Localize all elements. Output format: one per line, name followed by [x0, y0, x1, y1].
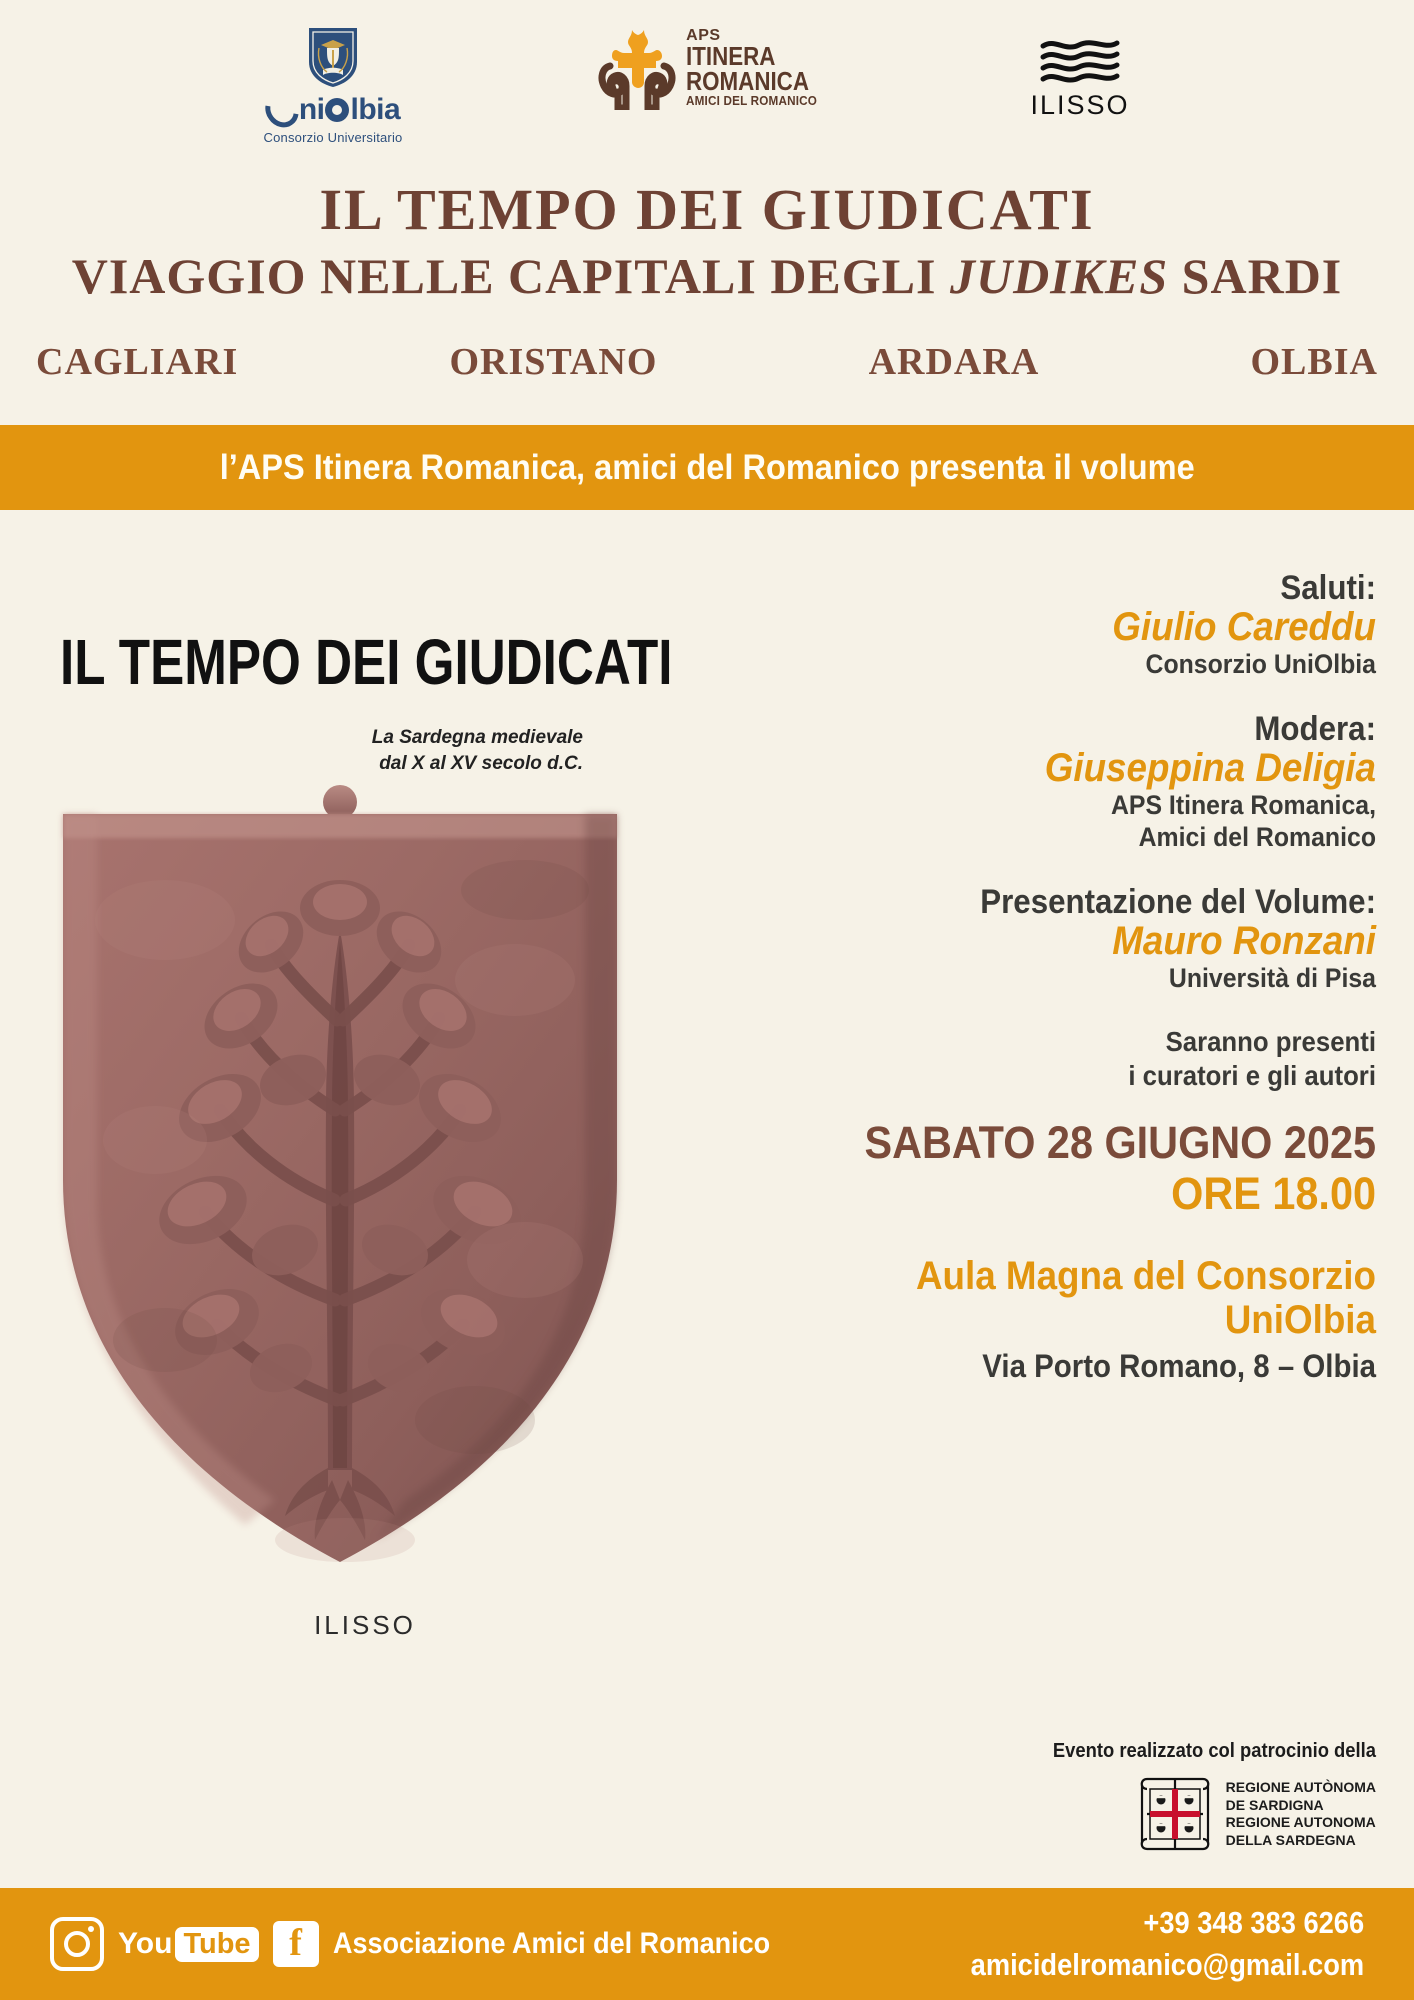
speaker-affiliation-presentazione: Università di Pisa — [1168, 963, 1376, 994]
role-label-saluti: Saluti: — [1280, 569, 1376, 607]
poster-title: IL TEMPO DEI GIUDICATI — [319, 177, 1095, 242]
youtube-label-you: You — [118, 1927, 173, 1960]
wave-lines-icon — [1039, 38, 1121, 86]
book-cover-publisher: ILISSO — [314, 1610, 416, 1640]
speaker-affiliation-modera-line1: APS Itinera Romanica, — [1110, 790, 1376, 821]
logo-ilisso — [990, 38, 1170, 121]
patron-line2: DE SARDIGNA — [1225, 1796, 1324, 1813]
program-block-modera — [816, 711, 1376, 854]
event-address: Via Porto Romano, 8 – Olbia — [982, 1347, 1376, 1384]
city-cagliari: CAGLIARI — [36, 341, 239, 383]
patron-line3: REGIONE AUTONOMA — [1225, 1814, 1376, 1830]
speaker-name-modera: Giuseppina Deligia — [1044, 746, 1376, 791]
instagram-icon[interactable] — [50, 1917, 104, 1971]
patron-line4: DELLA SARDEGNA — [1225, 1831, 1356, 1848]
banner-text: l’APS Itinera Romanica, amici del Romanico presenta il volume — [219, 447, 1195, 487]
four-moors-coat-of-arms-icon — [1136, 1771, 1214, 1857]
itinera-wordmark — [686, 28, 832, 107]
speaker-affiliation-modera-line2: Amici del Romanico — [1138, 822, 1376, 853]
itinera-line2: ROMANICA — [686, 66, 810, 97]
event-date: SABATO 28 GIUGNO 2025 — [864, 1117, 1376, 1169]
itinera-line1: ITINERA — [686, 41, 776, 71]
contact-phone[interactable]: +39 348 383 6266 — [1143, 1905, 1364, 1941]
book-cover-title: IL TEMPO DEI GIUDICATI — [60, 626, 673, 698]
city-oristano: ORISTANO — [449, 341, 658, 383]
uniolbia-wordmark: ni lbia — [266, 92, 400, 128]
event-time: ORE 18.00 — [1171, 1167, 1376, 1219]
itinera-logo-row — [598, 26, 832, 110]
presentation-banner — [0, 425, 1414, 510]
patron-logo-row — [816, 1771, 1376, 1857]
itinera-aps: APS — [686, 27, 721, 45]
patron-block — [816, 1740, 1376, 1857]
city-olbia: OLBIA — [1250, 341, 1378, 383]
logo-uniolbia — [233, 26, 433, 145]
city-list — [0, 340, 1414, 384]
patron-line1: REGIONE AUTÒNOMA — [1225, 1779, 1376, 1795]
event-venue: Aula Magna del Consorzio UniOlbia — [915, 1253, 1376, 1342]
youtube-label-tube: Tube — [175, 1927, 258, 1962]
poster-subtitle — [0, 247, 1414, 305]
book-subtitle-line1: La Sardegna medievale — [371, 727, 583, 748]
romanesque-cross-icon — [598, 26, 676, 110]
patron-label: Evento realizzato col patrocinio della — [1052, 1740, 1376, 1762]
patron-region-text — [1226, 1779, 1376, 1849]
speaker-name-saluti: Giulio Careddu — [1112, 605, 1376, 650]
contact-email[interactable]: amicidelromanico@gmail.com — [970, 1947, 1364, 1982]
book-cover — [35, 600, 735, 1800]
shield-graduation-icon — [307, 26, 359, 88]
subtitle-judikes: JUDIKES — [949, 248, 1169, 304]
city-ardara: ARDARA — [868, 341, 1040, 383]
book-cover-subtitle — [372, 725, 583, 776]
speaker-name-presentazione: Mauro Ronzani — [1112, 919, 1376, 964]
role-label-modera: Modera: — [1254, 710, 1376, 749]
subtitle-part-1: VIAGGIO NELLE CAPITALI DEGLI — [71, 248, 950, 304]
social-handle: Associazione Amici del Romanico — [332, 1927, 770, 1960]
stone-shield-image — [45, 780, 635, 1580]
program-block-saluti — [816, 570, 1376, 681]
logo-itinera-romanica — [570, 26, 860, 110]
contact-group — [917, 1902, 1364, 1986]
logo-strip — [0, 0, 1414, 175]
attendance-note-line2: i curatori e gli autori — [1128, 1059, 1376, 1091]
facebook-icon[interactable]: f — [273, 1921, 319, 1967]
uniolbia-subtitle: Consorzio Universitario — [263, 130, 403, 145]
speaker-affiliation-saluti: Consorzio UniOlbia — [1145, 649, 1376, 680]
role-label-presentazione: Presentazione del Volume: — [980, 883, 1376, 922]
program-column — [816, 570, 1376, 1385]
subtitle-part-2: SARDI — [1168, 248, 1343, 304]
footer-bar — [0, 1888, 1414, 2000]
program-block-presentazione — [816, 884, 1376, 995]
attendance-note — [861, 1025, 1376, 1092]
ilisso-wordmark: ILISSO — [1030, 90, 1130, 120]
itinera-line3: AMICI DEL ROMANICO — [686, 92, 818, 108]
attendance-note-line1: Saranno presenti — [1165, 1026, 1376, 1058]
book-subtitle-line2: dal X al XV secolo d.C. — [379, 752, 583, 774]
dot-icon — [325, 98, 349, 122]
social-group — [50, 1917, 818, 1971]
youtube-icon[interactable] — [118, 1927, 259, 1962]
